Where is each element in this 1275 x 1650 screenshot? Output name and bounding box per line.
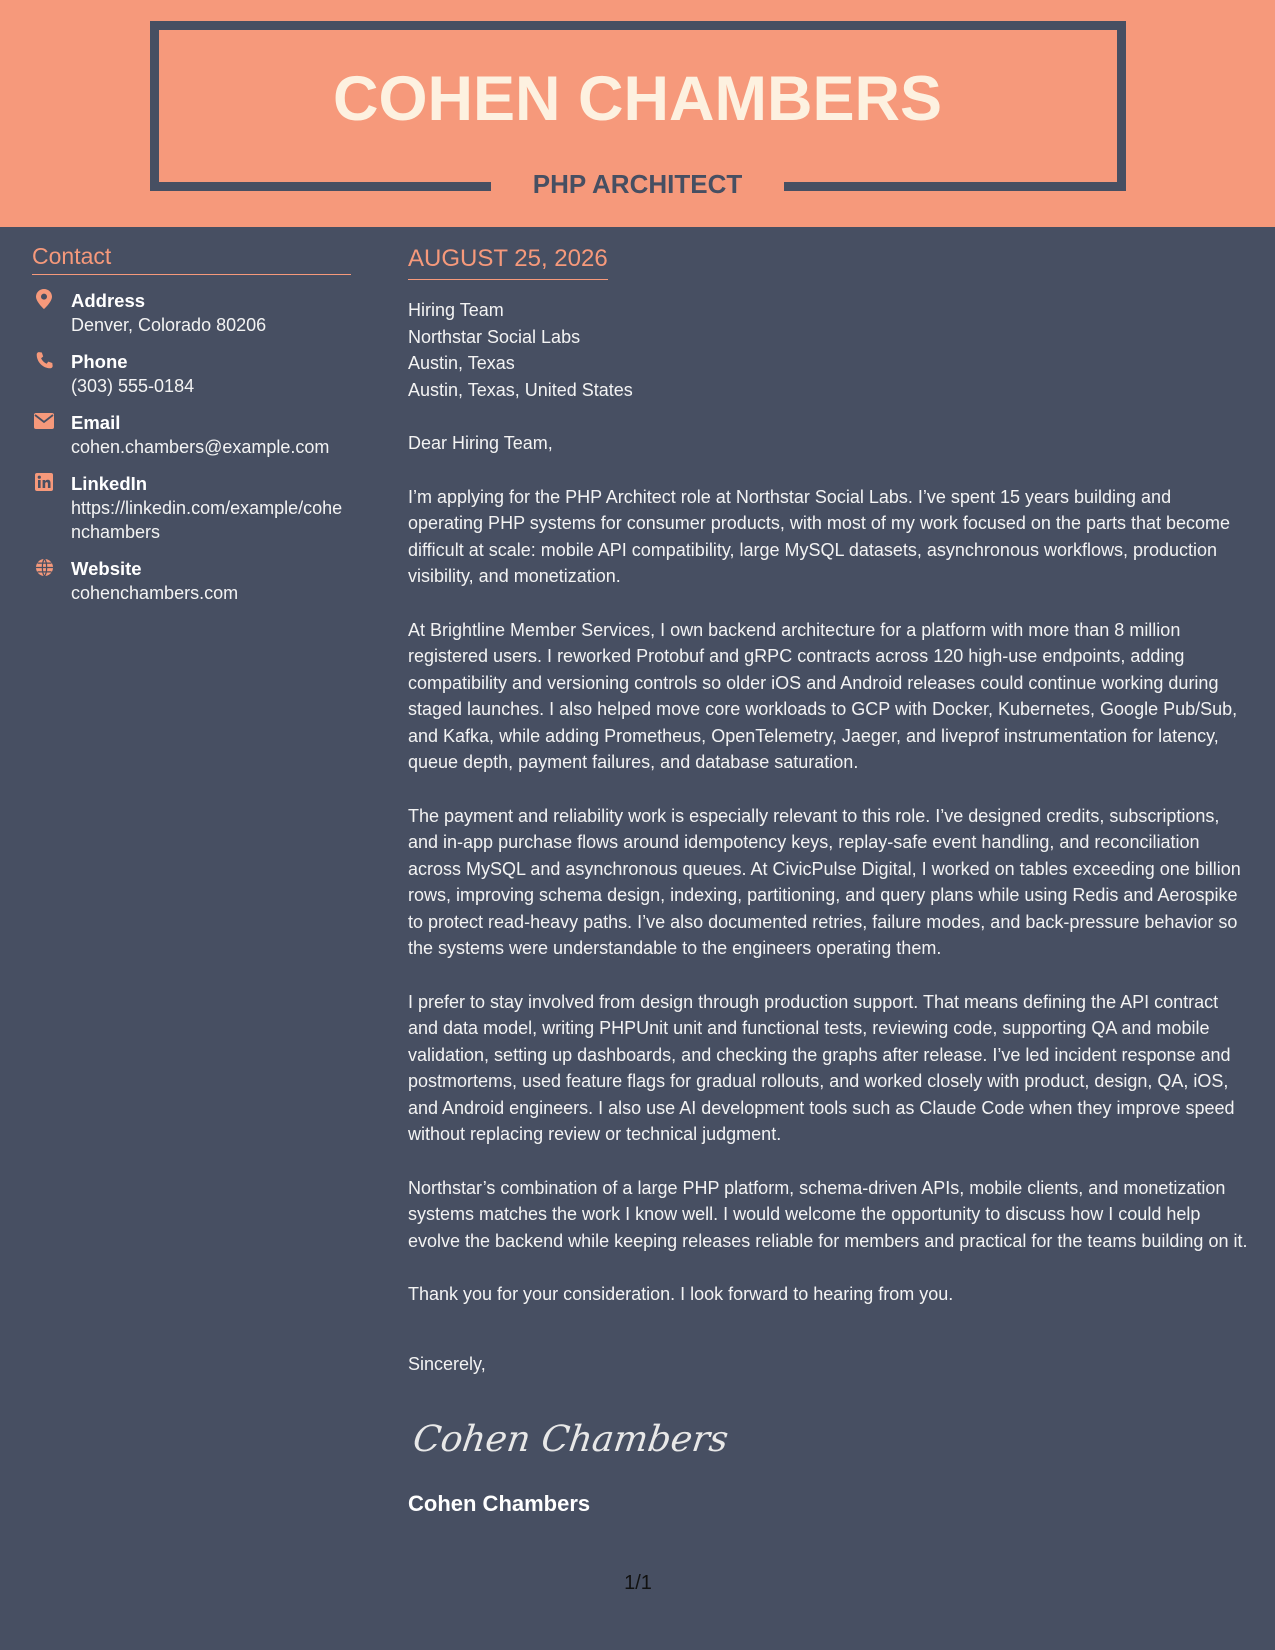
address-label: Address: [71, 290, 146, 311]
email-label: Email: [71, 412, 121, 433]
contact-item-address: [32, 288, 352, 337]
letter-body: [408, 244, 1248, 1519]
recipient-line: Austin, Texas, United States: [408, 379, 633, 400]
website-value[interactable]: cohenchambers.com: [71, 583, 239, 603]
contact-item-email: [32, 410, 352, 459]
contact-list: [32, 288, 352, 605]
phone-label: Phone: [71, 351, 128, 372]
frame-bottom-left-border: [150, 182, 491, 191]
contact-heading: Contact: [32, 242, 351, 275]
header-band: [0, 0, 1275, 227]
website-label: Website: [71, 558, 142, 579]
recipient-line: Hiring Team: [408, 300, 504, 320]
contact-sidebar: [32, 242, 352, 617]
body-paragraph: I’m applying for the PHP Architect role at Northstar Social Labs. I’ve spent 15 years building and operating PHP systems for consumer products, with most of my work focused on the parts that become difficult at scale: mobile API compatibility, large MySQL datasets, asynchronous workflows, production visibility, and monetization.: [408, 486, 1231, 586]
signature-text: Cohen Chambers: [410, 1417, 732, 1460]
closing: Sincerely,: [408, 1353, 486, 1374]
phone-icon: [34, 350, 54, 370]
address-value: Denver, Colorado 80206: [71, 315, 267, 335]
job-title: PHP ARCHITECT: [532, 169, 743, 199]
frame-top-border: [150, 21, 1126, 30]
body-paragraph: I prefer to stay involved from design through production support. That means defining the API contract and data model, writing PHPUnit unit and functional tests, reviewing code, supporting QA and mobile validation, setting up dashboards, and checking the graphs after release. I’ve led incident response and postmortems, used feature flags for gradual rollouts, and worked closely with product, design, QA, iOS, and Android engineers. I also use AI development tools such as Claude Code when they improve speed without replacing review or technical judgment.: [408, 991, 1235, 1144]
linkedin-value[interactable]: https://linkedin.com/example/cohenchambers: [71, 498, 343, 542]
body-paragraph: Thank you for your consideration. I look forward to hearing from you.: [408, 1284, 954, 1304]
letter-date: AUGUST 25, 2026: [408, 244, 608, 280]
body-paragraph: Northstar’s combination of a large PHP platform, schema-driven APIs, mobile clients, and monetization systems matches the work I know well. I would welcome the opportunity to discuss how I could help evolve the backend while keeping releases reliable for members and practical for the teams building on it.: [408, 1177, 1248, 1251]
recipient-block: [408, 297, 1248, 403]
linkedin-label: LinkedIn: [71, 473, 148, 494]
recipient-line: Northstar Social Labs: [408, 326, 581, 347]
envelope-icon: [34, 411, 54, 431]
linkedin-icon: [34, 472, 54, 492]
globe-icon: [34, 557, 54, 577]
applicant-name: COHEN CHAMBERS: [332, 64, 943, 134]
signer-name: Cohen Chambers: [408, 1491, 591, 1516]
page-number: 1/1: [624, 1572, 652, 1594]
contact-item-linkedin: [32, 471, 352, 544]
greeting: Dear Hiring Team,: [408, 433, 553, 453]
recipient-line: Austin, Texas: [408, 353, 515, 373]
contact-item-phone: [32, 349, 352, 398]
handwritten-signature: [410, 1407, 1248, 1469]
body-paragraph: The payment and reliability work is especially relevant to this role. I’ve designed credits, subscriptions, and in-app purchase flows around idempotency keys, replay-safe event handling, and reconciliation across MySQL and asynchronous queues. At CivicPulse Digital, I worked on tables exceeding one billion rows, improving schema design, indexing, partitioning, and query plans while using Redis and Aerospike to protect read-heavy paths. I’ve also documented retries, failure modes, and back-pressure behavior so the systems were understandable to the engineers operating them.: [408, 805, 1241, 958]
phone-value: (303) 555-0184: [71, 376, 195, 396]
contact-item-website: [32, 556, 352, 605]
frame-bottom-right-border: [784, 182, 1126, 191]
body-paragraph: At Brightline Member Services, I own backend architecture for a platform with more than 8 million registered users. I reworked Protobuf and gRPC contracts across 120 high-use endpoints, adding compatibility and versioning controls so older iOS and Android releases could continue working during staged launches. I also helped move core workloads to GCP with Docker, Kubernetes, Google Pub/Sub, and Kafka, while adding Prometheus, OpenTelemetry, Jaeger, and liveprof instrumentation for latency, queue depth, payment failures, and database saturation.: [408, 619, 1238, 772]
email-value: cohen.chambers@example.com: [71, 437, 330, 457]
location-pin-icon: [34, 289, 54, 309]
